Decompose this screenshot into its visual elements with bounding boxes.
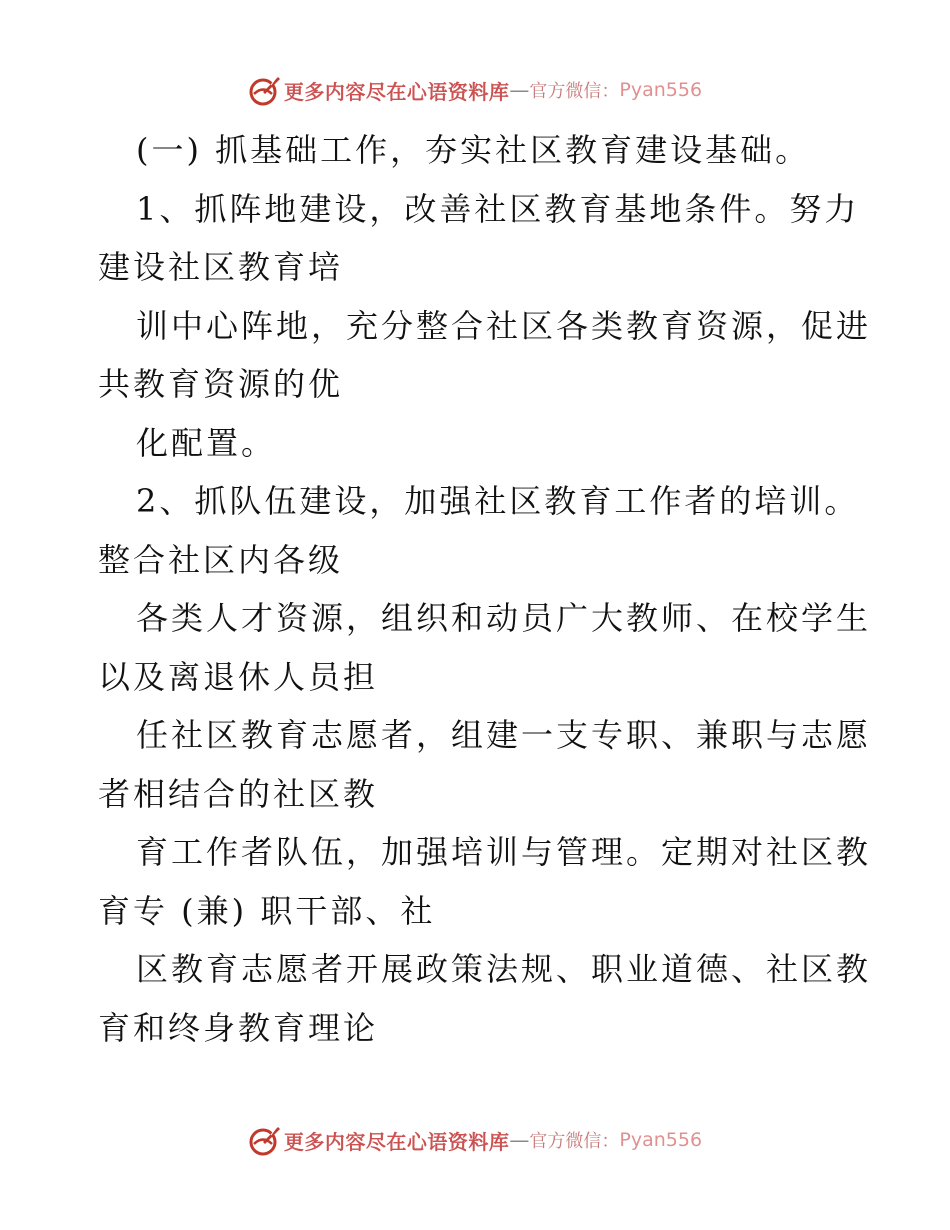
watermark-label: 官方微信： [529,81,620,102]
text-line: 2、抓队伍建设，加强社区教育工作者的培训。 [136,482,860,520]
text-line: (一) 抓基础工作，夯实社区教育建设基础。 [136,131,811,169]
text-line: 化配置。 [136,423,277,462]
document-body [98,121,872,1057]
text-line: 整合社区内各级 [98,540,344,579]
text-line: 1、抓阵地建设，改善社区教育基地条件。努力 [136,189,860,228]
watermark-main-text: 更多内容尽在心语资料库 [283,1129,510,1154]
text-line: 共教育资源的优 [98,365,344,403]
watermark-separator: — [509,1128,530,1152]
text-line: 训中心阵地，充分整合社区各类教育资源，促进 [136,306,872,345]
text-line: 育和终身教育理论 [98,1008,379,1047]
header-watermark [0,70,950,110]
text-line: 区教育志愿者开展政策法规、职业道德、社区教 [136,950,872,988]
text-line: 者相结合的社区教 [98,774,379,813]
footer-watermark [0,1120,950,1160]
text-line: 任社区教育志愿者，组建一支专职、兼职与志愿 [136,716,872,754]
watermark-label: 官方微信： [529,1131,620,1152]
watermark-separator: — [509,78,530,102]
text-line: 建设社区教育培 [98,248,344,286]
watermark-wechat-id: Pyan556 [619,1129,703,1151]
text-line: 育工作者队伍，加强培训与管理。定期对社区教 [136,833,872,871]
book-quill-logo-icon [248,73,282,107]
watermark-wechat-id: Pyan556 [619,79,703,101]
text-line: 育专 (兼) 职干部、社 [98,891,436,930]
watermark-main-text: 更多内容尽在心语资料库 [283,79,510,104]
text-line: 各类人才资源，组织和动员广大教师、在校学生 [136,599,872,637]
book-quill-logo-icon [248,1123,282,1157]
text-line: 以及离退休人员担 [98,657,379,696]
